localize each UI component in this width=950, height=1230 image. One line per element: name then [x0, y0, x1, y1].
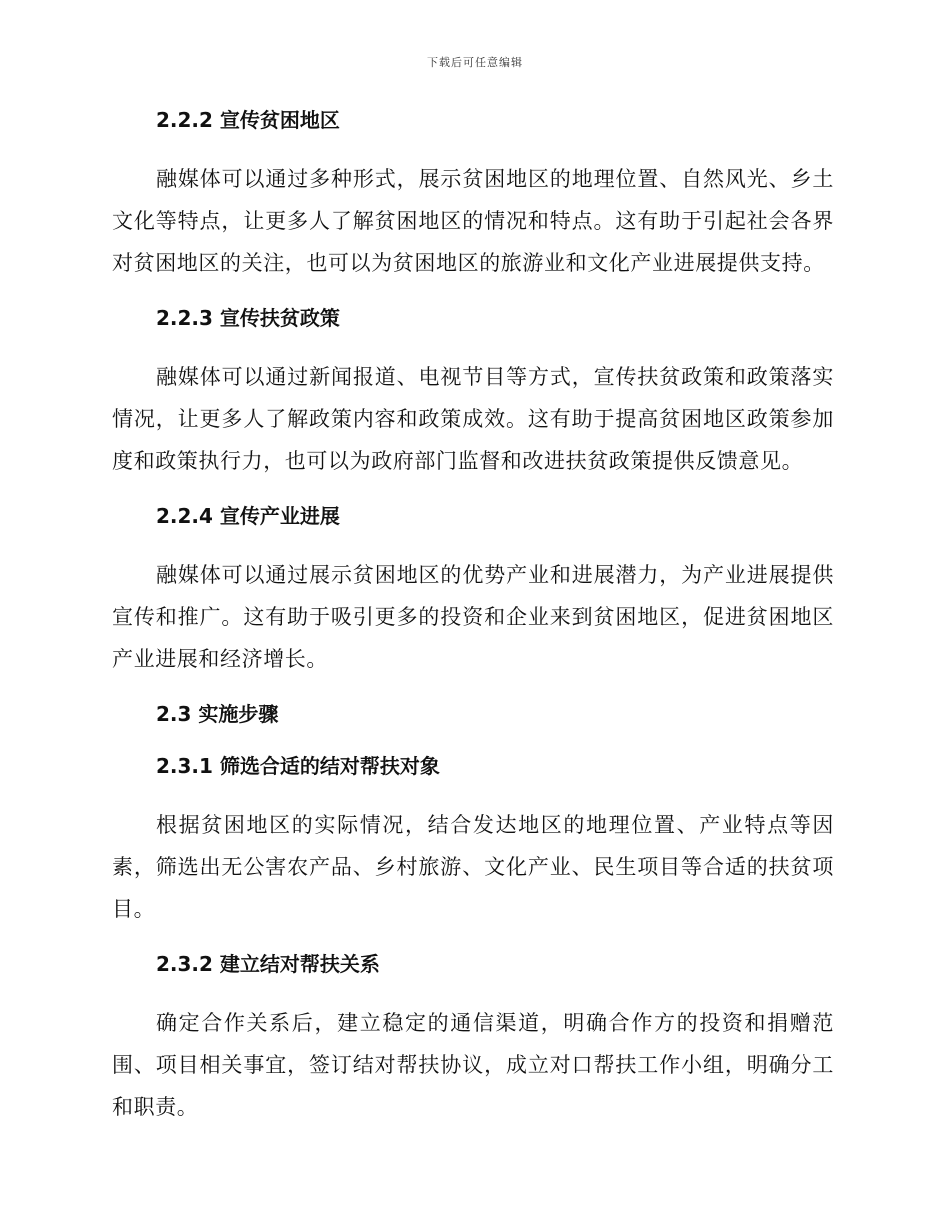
section-paragraph-2-3-1: 根据贫困地区的实际情况，结合发达地区的地理位置、产业特点等因素，筛选出无公害农产品、乡村旅游、文化产业、民生项目等合适的扶贫项目。	[112, 813, 834, 921]
section-heading-2-3: 2.3 实施步骤	[156, 702, 279, 726]
section-paragraph-2-2-4: 融媒体可以通过展示贫困地区的优势产业和进展潜力，为产业进展提供宣传和推广。这有助于吸引更多的投资和企业来到贫困地区，促进贫困地区产业进展和经济增长。	[112, 563, 834, 671]
section-paragraph-2-3-2: 确定合作关系后，建立稳定的通信渠道，明确合作方的投资和捐赠范围、项目相关事宜，签订结对帮扶协议，成立对口帮扶工作小组，明确分工和职责。	[112, 1011, 834, 1119]
section-heading-2-2-2: 2.2.2 宣传贫困地区	[156, 108, 340, 132]
section-heading-2-3-2: 2.3.2 建立结对帮扶关系	[156, 952, 380, 976]
document-body	[112, 106, 834, 1128]
page-header: 下载后可任意编辑	[427, 56, 523, 69]
section-heading-2-2-4: 2.2.4 宣传产业进展	[156, 504, 340, 528]
section-heading-2-2-3: 2.2.3 宣传扶贫政策	[156, 306, 340, 330]
section-paragraph-2-2-3: 融媒体可以通过新闻报道、电视节目等方式，宣传扶贫政策和政策落实情况，让更多人了解政策内容和政策成效。这有助于提高贫困地区政策参加度和政策执行力，也可以为政府部门监督和改进扶贫政策提供反馈意见。	[112, 365, 834, 473]
section-paragraph-2-2-2: 融媒体可以通过多种形式，展示贫困地区的地理位置、自然风光、乡土文化等特点，让更多人了解贫困地区的情况和特点。这有助于引起社会各界对贫困地区的关注，也可以为贫困地区的旅游业和文化产业进展提供支持。	[112, 167, 834, 275]
section-heading-2-3-1: 2.3.1 筛选合适的结对帮扶对象	[156, 754, 440, 778]
